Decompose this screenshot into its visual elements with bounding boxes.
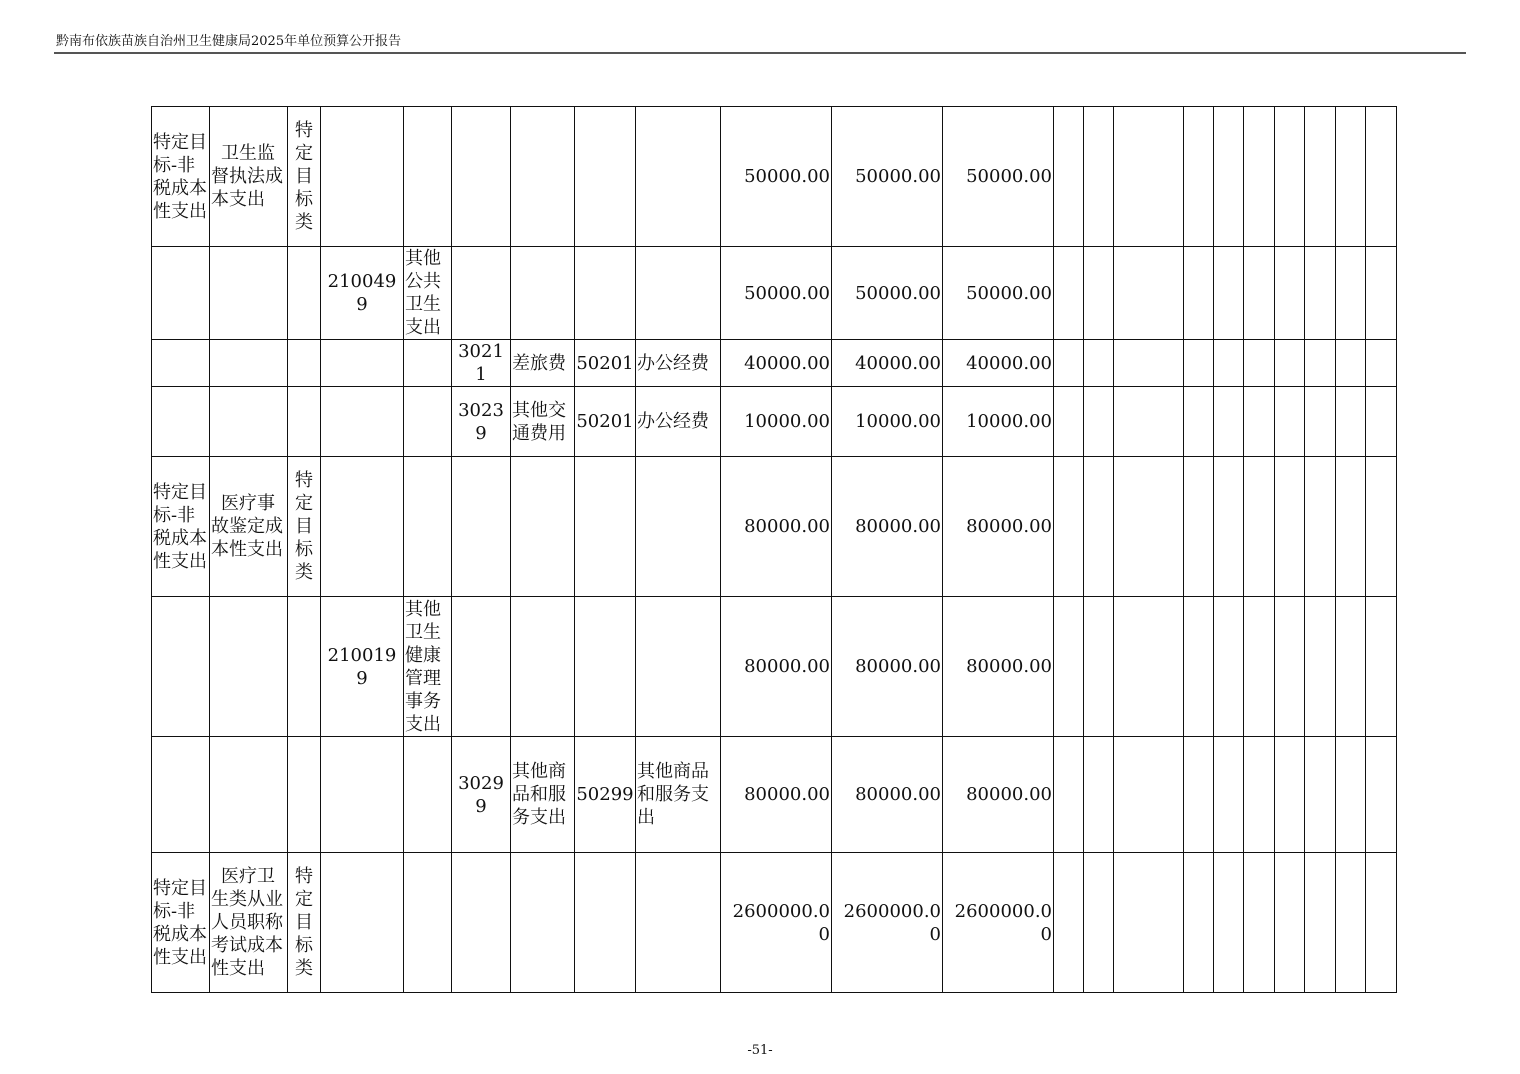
project-cell (210, 737, 288, 853)
function-name-cell: 其他卫生健康管理事务支出 (404, 597, 452, 737)
table-row (152, 107, 1397, 247)
economic-name-cell: 差旅费 (511, 340, 575, 387)
empty-cell (1366, 853, 1397, 993)
project-cell: 医疗卫生类从业人员职称考试成本性支出 (210, 853, 288, 993)
function-code-cell (321, 737, 404, 853)
gov-economic-code-cell (575, 247, 636, 340)
empty-cell (1275, 107, 1305, 247)
empty-cell (1054, 457, 1084, 597)
gov-economic-name-cell: 其他商品和服务支出 (636, 737, 721, 853)
empty-cell (1114, 107, 1184, 247)
gov-economic-code-cell (575, 597, 636, 737)
fund-amount-cell: 50000.00 (943, 247, 1054, 340)
page-number: -51- (747, 1043, 773, 1058)
empty-cell (1305, 457, 1336, 597)
function-name-cell (404, 737, 452, 853)
category-cell (152, 340, 210, 387)
empty-cell (1275, 737, 1305, 853)
category-cell: 特定目标-非税成本性支出 (152, 457, 210, 597)
fund-amount-cell: 80000.00 (943, 597, 1054, 737)
gov-economic-name-cell (636, 853, 721, 993)
economic-name-cell (511, 457, 575, 597)
gov-economic-name-cell (636, 247, 721, 340)
empty-cell (1114, 597, 1184, 737)
gov-economic-code-cell (575, 457, 636, 597)
empty-cell (1244, 737, 1275, 853)
function-name-cell (404, 107, 452, 247)
empty-cell (1336, 247, 1366, 340)
subtotal-amount-cell: 50000.00 (832, 247, 943, 340)
empty-cell (1084, 247, 1114, 340)
gov-economic-name-cell: 办公经费 (636, 387, 721, 457)
empty-cell (1336, 387, 1366, 457)
table-row (152, 737, 1397, 853)
gov-economic-code-cell (575, 107, 636, 247)
function-code-cell (321, 340, 404, 387)
economic-code-cell (452, 247, 511, 340)
table-row (152, 597, 1397, 737)
empty-cell (1054, 387, 1084, 457)
table-row (152, 247, 1397, 340)
empty-cell (1244, 597, 1275, 737)
economic-name-cell (511, 853, 575, 993)
fund-amount-cell: 40000.00 (943, 340, 1054, 387)
type-cell (288, 247, 321, 340)
total-amount-cell: 2600000.00 (721, 853, 832, 993)
empty-cell (1244, 387, 1275, 457)
empty-cell (1336, 853, 1366, 993)
empty-cell (1244, 340, 1275, 387)
category-cell (152, 387, 210, 457)
empty-cell (1114, 853, 1184, 993)
empty-cell (1275, 387, 1305, 457)
empty-cell (1336, 737, 1366, 853)
economic-name-cell (511, 597, 575, 737)
type-cell: 特定目标类 (288, 107, 321, 247)
total-amount-cell: 40000.00 (721, 340, 832, 387)
project-cell (210, 387, 288, 457)
economic-code-cell (452, 107, 511, 247)
subtotal-amount-cell: 10000.00 (832, 387, 943, 457)
subtotal-amount-cell: 80000.00 (832, 737, 943, 853)
fund-amount-cell: 2600000.00 (943, 853, 1054, 993)
category-cell (152, 597, 210, 737)
table-row (152, 853, 1397, 993)
empty-cell (1054, 597, 1084, 737)
empty-cell (1054, 340, 1084, 387)
function-name-cell: 其他公共卫生支出 (404, 247, 452, 340)
category-cell (152, 247, 210, 340)
fund-amount-cell: 50000.00 (943, 107, 1054, 247)
empty-cell (1275, 597, 1305, 737)
fund-amount-cell: 80000.00 (943, 737, 1054, 853)
empty-cell (1114, 247, 1184, 340)
total-amount-cell: 80000.00 (721, 457, 832, 597)
empty-cell (1184, 597, 1214, 737)
project-cell (210, 597, 288, 737)
header-divider (54, 52, 1466, 54)
empty-cell (1084, 107, 1114, 247)
type-cell (288, 597, 321, 737)
empty-cell (1084, 737, 1114, 853)
empty-cell (1366, 457, 1397, 597)
empty-cell (1184, 247, 1214, 340)
total-amount-cell: 10000.00 (721, 387, 832, 457)
function-name-cell (404, 457, 452, 597)
category-cell (152, 737, 210, 853)
function-code-cell (321, 853, 404, 993)
category-cell: 特定目标-非税成本性支出 (152, 107, 210, 247)
empty-cell (1214, 247, 1244, 340)
empty-cell (1054, 737, 1084, 853)
empty-cell (1054, 247, 1084, 340)
total-amount-cell: 50000.00 (721, 247, 832, 340)
empty-cell (1305, 107, 1336, 247)
empty-cell (1366, 597, 1397, 737)
empty-cell (1114, 457, 1184, 597)
subtotal-amount-cell: 2600000.00 (832, 853, 943, 993)
function-name-cell (404, 387, 452, 457)
empty-cell (1084, 387, 1114, 457)
empty-cell (1214, 853, 1244, 993)
empty-cell (1366, 247, 1397, 340)
empty-cell (1275, 247, 1305, 340)
empty-cell (1305, 247, 1336, 340)
empty-cell (1305, 853, 1336, 993)
empty-cell (1084, 597, 1114, 737)
empty-cell (1244, 457, 1275, 597)
total-amount-cell: 80000.00 (721, 597, 832, 737)
empty-cell (1084, 853, 1114, 993)
economic-code-cell: 30239 (452, 387, 511, 457)
type-cell (288, 737, 321, 853)
total-amount-cell: 80000.00 (721, 737, 832, 853)
empty-cell (1336, 340, 1366, 387)
subtotal-amount-cell: 40000.00 (832, 340, 943, 387)
gov-economic-code-cell (575, 853, 636, 993)
subtotal-amount-cell: 80000.00 (832, 457, 943, 597)
gov-economic-name-cell (636, 597, 721, 737)
economic-name-cell (511, 247, 575, 340)
empty-cell (1275, 457, 1305, 597)
economic-code-cell (452, 853, 511, 993)
economic-name-cell: 其他商品和服务支出 (511, 737, 575, 853)
function-code-cell (321, 107, 404, 247)
economic-name-cell: 其他交通费用 (511, 387, 575, 457)
empty-cell (1336, 107, 1366, 247)
type-cell (288, 340, 321, 387)
empty-cell (1336, 457, 1366, 597)
gov-economic-name-cell (636, 457, 721, 597)
category-cell: 特定目标-非税成本性支出 (152, 853, 210, 993)
empty-cell (1275, 853, 1305, 993)
empty-cell (1366, 737, 1397, 853)
empty-cell (1214, 737, 1244, 853)
function-code-cell (321, 457, 404, 597)
empty-cell (1214, 457, 1244, 597)
gov-economic-code-cell: 50201 (575, 340, 636, 387)
economic-code-cell (452, 597, 511, 737)
gov-economic-code-cell: 50299 (575, 737, 636, 853)
economic-code-cell: 30299 (452, 737, 511, 853)
empty-cell (1244, 247, 1275, 340)
empty-cell (1305, 340, 1336, 387)
function-code-cell: 2100499 (321, 247, 404, 340)
empty-cell (1214, 107, 1244, 247)
empty-cell (1305, 737, 1336, 853)
function-name-cell (404, 853, 452, 993)
empty-cell (1084, 457, 1114, 597)
empty-cell (1366, 107, 1397, 247)
gov-economic-name-cell (636, 107, 721, 247)
empty-cell (1244, 107, 1275, 247)
type-cell: 特定目标类 (288, 457, 321, 597)
empty-cell (1275, 340, 1305, 387)
project-cell: 医疗事故鉴定成本性支出 (210, 457, 288, 597)
function-name-cell (404, 340, 452, 387)
empty-cell (1184, 457, 1214, 597)
empty-cell (1305, 387, 1336, 457)
function-code-cell: 2100199 (321, 597, 404, 737)
empty-cell (1184, 387, 1214, 457)
empty-cell (1305, 597, 1336, 737)
empty-cell (1244, 853, 1275, 993)
table-row (152, 340, 1397, 387)
empty-cell (1054, 107, 1084, 247)
function-code-cell (321, 387, 404, 457)
gov-economic-name-cell: 办公经费 (636, 340, 721, 387)
empty-cell (1184, 340, 1214, 387)
empty-cell (1184, 737, 1214, 853)
empty-cell (1214, 387, 1244, 457)
project-cell: 卫生监督执法成本支出 (210, 107, 288, 247)
empty-cell (1114, 737, 1184, 853)
economic-code-cell: 30211 (452, 340, 511, 387)
economic-code-cell (452, 457, 511, 597)
empty-cell (1184, 107, 1214, 247)
empty-cell (1114, 387, 1184, 457)
fund-amount-cell: 10000.00 (943, 387, 1054, 457)
empty-cell (1366, 387, 1397, 457)
empty-cell (1184, 853, 1214, 993)
empty-cell (1336, 597, 1366, 737)
project-cell (210, 247, 288, 340)
empty-cell (1054, 853, 1084, 993)
table-row (152, 457, 1397, 597)
subtotal-amount-cell: 80000.00 (832, 597, 943, 737)
budget-table (151, 106, 1397, 993)
empty-cell (1214, 597, 1244, 737)
empty-cell (1114, 340, 1184, 387)
empty-cell (1214, 340, 1244, 387)
subtotal-amount-cell: 50000.00 (832, 107, 943, 247)
empty-cell (1084, 340, 1114, 387)
empty-cell (1366, 340, 1397, 387)
table-row (152, 387, 1397, 457)
project-cell (210, 340, 288, 387)
gov-economic-code-cell: 50201 (575, 387, 636, 457)
fund-amount-cell: 80000.00 (943, 457, 1054, 597)
page-header-title: 黔南布依族苗族自治州卫生健康局2025年单位预算公开报告 (56, 34, 402, 49)
economic-name-cell (511, 107, 575, 247)
total-amount-cell: 50000.00 (721, 107, 832, 247)
type-cell: 特定目标类 (288, 853, 321, 993)
type-cell (288, 387, 321, 457)
